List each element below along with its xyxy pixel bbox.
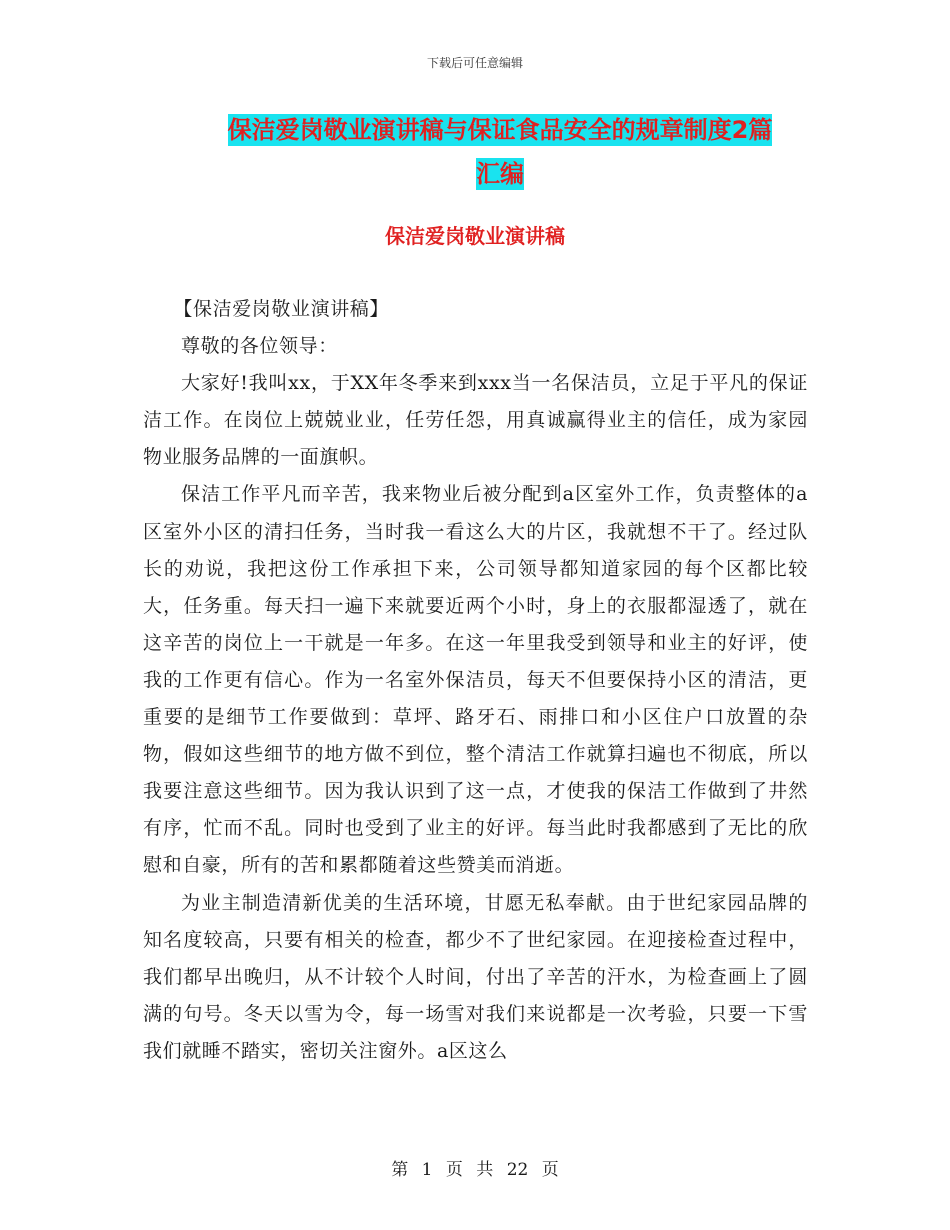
paragraph: 保洁工作平凡而辛苦，我来物业后被分配到a区室外工作，负责整体的a区室外小区的清扫任务，当时我一看这么大的片区，我就想不干了。经过队长的劝说，我把这份工作承担下来，公司领导都知道家园的每个区都比较大，任务重。每天扫一遍下来就要近两个小时，身上的衣服都湿透了，就在这辛苦的岗位上一干就是一年多。在这一年里我受到领导和业主的好评，使我的工作更有信心。作为一名室外保洁员，每天不但要保持小区的清洁，更重要的是细节工作要做到：草坪、路牙石、雨排口和小区住户口放置的杂物，假如这些细节的地方做不到位，整个清洁工作就算扫遍也不彻底，所以我要注意这些细节。因为我认识到了这一点，才使我的保洁工作做到了井然有序，忙而不乱。同时也受到了业主的好评。每当此时我都感到了无比的欣慰和自豪，所有的苦和累都随着这些赞美而消逝。 xyxy=(143,483,808,877)
section-title: 保洁爱岗敬业演讲稿 xyxy=(385,224,565,248)
page-footer xyxy=(0,1155,950,1180)
footer-total-pages: 22 xyxy=(506,1160,529,1180)
body-text xyxy=(143,291,808,1070)
title-line-1: 保洁爱岗敬业演讲稿与保证食品安全的规章制度2篇 xyxy=(227,116,773,144)
title-line-2: 汇编 xyxy=(476,160,524,188)
footer-label-page: 第 xyxy=(391,1160,409,1180)
footer-label-total: 共 xyxy=(476,1160,494,1180)
document-title xyxy=(150,108,850,196)
paragraph: 为业主制造清新优美的生活环境，甘愿无私奉献。由于世纪家园品牌的知名度较高，只要有相关的检查，都少不了世纪家园。在迎接检查过程中，我们都早出晚归，从不计较个人时间，付出了辛苦的汗水，为检查画上了圆满的句号。冬天以雪为令，每一场雪对我们来说都是一次考验，只要一下雪我们就睡不踏实，密切关注窗外。a区这么 xyxy=(143,891,808,1062)
header-note: 下载后可任意编辑 xyxy=(426,56,523,70)
footer-label-unit: 页 xyxy=(445,1160,463,1180)
paragraph: 大家好!我叫xx，于XX年冬季来到xxx当一名保洁员，立足于平凡的保证洁工作。在岗位上兢兢业业，任劳任怨，用真诚赢得业主的信任，成为家园物业服务品牌的一面旗帜。 xyxy=(143,372,808,469)
footer-current-page: 1 xyxy=(421,1160,433,1180)
footer-label-unit-2: 页 xyxy=(541,1160,559,1180)
paragraph-salutation: 尊敬的各位领导： xyxy=(181,335,338,358)
paragraph-bracket-heading: 【保洁爱岗敬业演讲稿】 xyxy=(173,298,389,320)
